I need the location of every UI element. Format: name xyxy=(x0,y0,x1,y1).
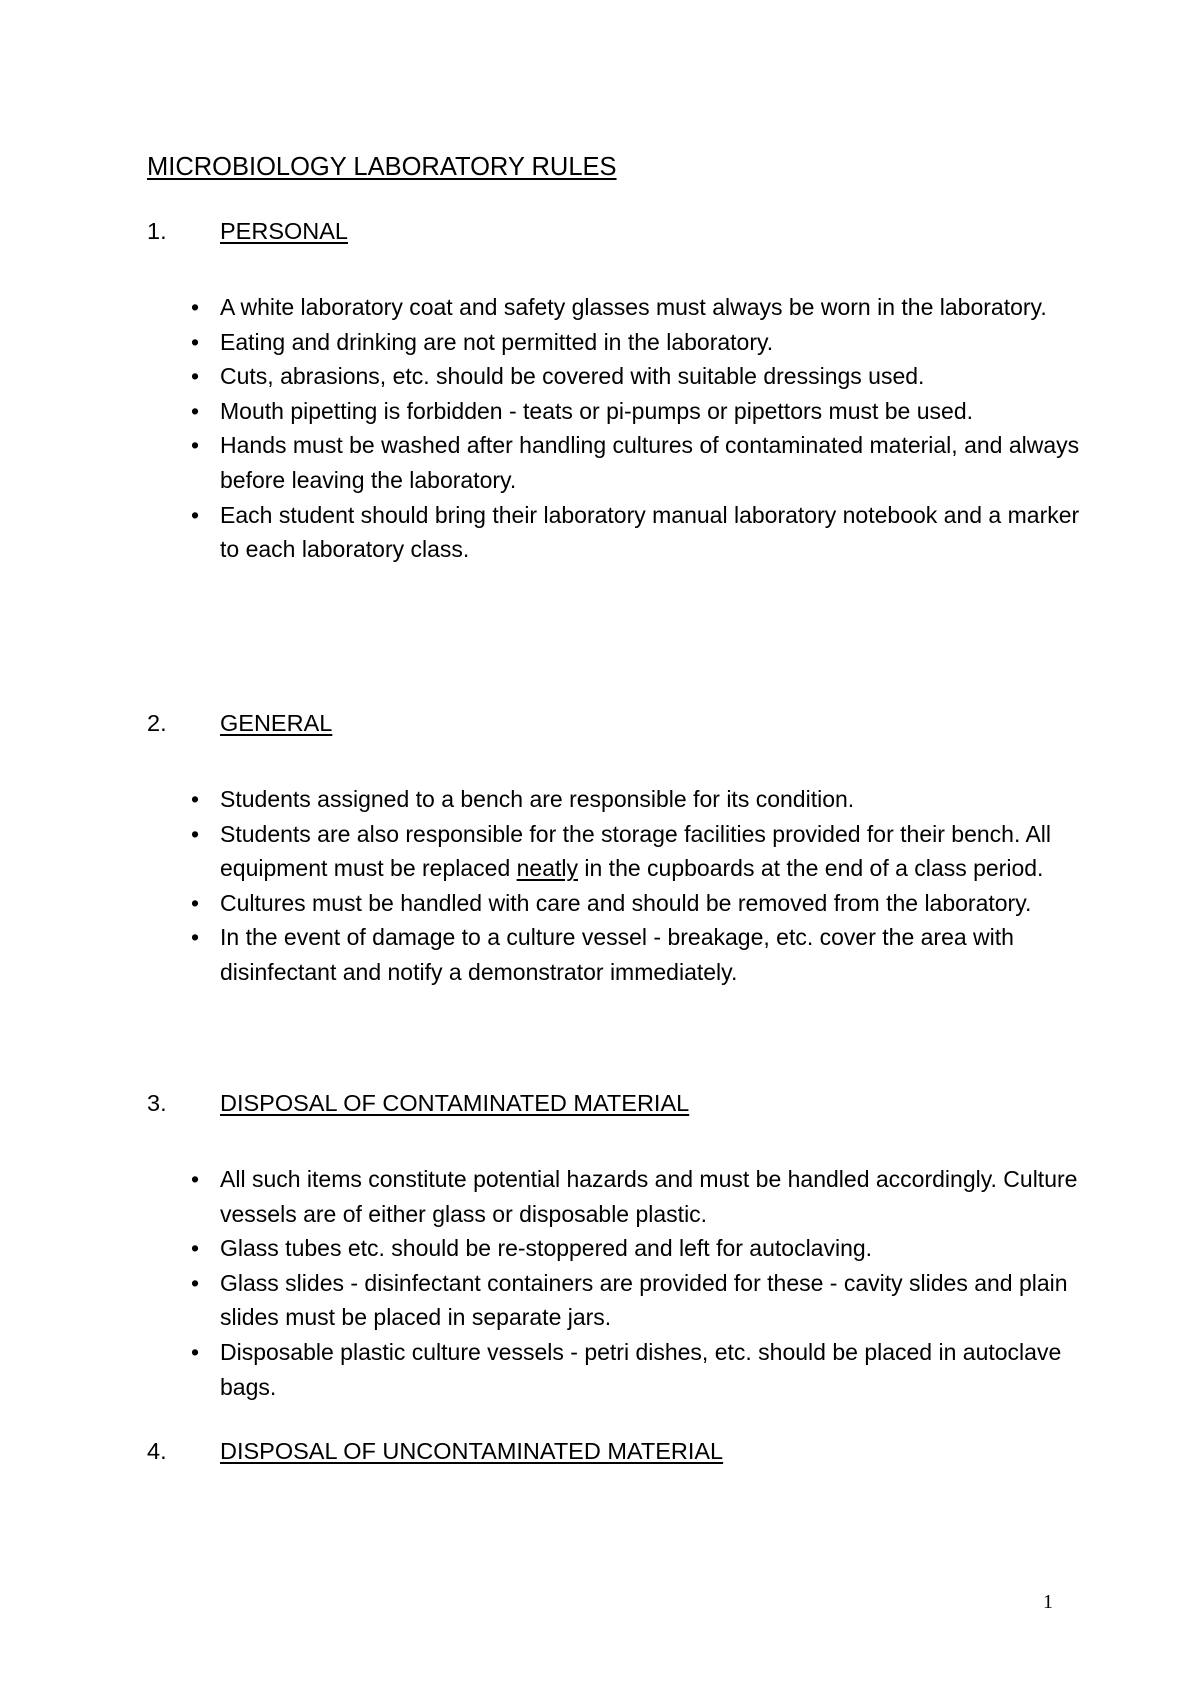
list-item-text: Hands must be washed after handling cultures of contaminated material, and always before leaving the laboratory. xyxy=(220,432,1080,493)
section-number: 4. xyxy=(147,1438,167,1464)
emphasized-word: neatly xyxy=(516,855,578,882)
bullet-icon: • xyxy=(190,1269,200,1296)
list-item-text: Cuts, abrasions, etc. should be covered with suitable dressings used. xyxy=(220,363,925,390)
page-title: MICROBIOLOGY LABORATORY RULES xyxy=(147,153,617,181)
list-item-text: Each student should bring their laboratory manual laboratory notebook and a marker to each laboratory class. xyxy=(220,501,1080,563)
bullet-icon: • xyxy=(190,294,200,320)
bullet-icon: • xyxy=(190,432,200,459)
list-item-text: Glass tubes etc. should be re-stoppered and left for autoclaving. xyxy=(220,1235,873,1262)
bullet-list-personal xyxy=(0,290,1200,567)
list-item-text: Students assigned to a bench are responsible for its condition. xyxy=(220,786,855,812)
section-number: 1. xyxy=(147,218,167,244)
list-item-text: Glass slides - disinfectant containers are provided for these - cavity slides and plain slides must be placed in separate jars. xyxy=(220,1269,1068,1331)
list-item xyxy=(0,782,1090,817)
bullet-icon: • xyxy=(190,820,200,847)
list-item xyxy=(0,498,1090,567)
bullet-list-contaminated xyxy=(0,1162,1200,1404)
bullet-icon: • xyxy=(190,1235,200,1262)
list-item-text xyxy=(220,821,1051,882)
section-number: 3. xyxy=(147,1090,167,1116)
list-item-text: Cultures must be handled with care and should be removed from the laboratory. xyxy=(220,889,1032,916)
list-item xyxy=(0,394,1090,429)
list-item xyxy=(0,428,1090,497)
page-number: 1 xyxy=(1043,1591,1053,1613)
list-item xyxy=(0,359,1090,394)
bullet-icon: • xyxy=(190,889,200,916)
bullet-icon: • xyxy=(190,1338,200,1365)
list-item xyxy=(0,817,1090,886)
list-item-text: All such items constitute potential hazards and must be handled accordingly. Culture vessels are of either glass or disposable plastic. xyxy=(220,1166,1078,1227)
bullet-icon: • xyxy=(190,397,200,424)
section-title: DISPOSAL OF CONTAMINATED MATERIAL xyxy=(220,1090,690,1116)
list-item-text: Disposable plastic culture vessels - petri dishes, etc. should be placed in autoclave bags. xyxy=(220,1338,1062,1400)
bullet-icon: • xyxy=(190,924,200,951)
list-item-text: In the event of damage to a culture vessel - breakage, etc. cover the area with disinfectant and notify a demonstrator immediately. xyxy=(220,924,1014,985)
list-item xyxy=(0,1335,1090,1404)
bullet-icon: • xyxy=(190,1166,200,1192)
list-item-text-part: in the cupboards at the end of a class period. xyxy=(578,855,1044,882)
list-item xyxy=(0,1231,1090,1266)
section-title: GENERAL xyxy=(220,710,333,736)
list-item xyxy=(0,1162,1090,1231)
bullet-icon: • xyxy=(190,328,200,355)
list-item-text-part: Students are also responsible for the storage facilities provided for their bench. All equipment must be replaced xyxy=(220,820,1052,882)
bullet-icon: • xyxy=(190,501,200,528)
list-item xyxy=(0,886,1090,921)
list-item-text: Mouth pipetting is forbidden - teats or pi-pumps or pipettors must be used. xyxy=(220,397,974,424)
bullet-list-general xyxy=(0,782,1200,990)
section-title: PERSONAL xyxy=(220,218,348,244)
list-item xyxy=(0,1266,1090,1335)
list-item xyxy=(0,920,1090,989)
bullet-icon: • xyxy=(190,786,200,812)
bullet-icon: • xyxy=(190,363,200,390)
list-item xyxy=(0,325,1090,360)
section-number: 2. xyxy=(147,710,167,736)
list-item-text: A white laboratory coat and safety glasses must always be worn in the laboratory. xyxy=(220,294,1047,320)
list-item xyxy=(0,290,1090,325)
list-item-text: Eating and drinking are not permitted in the laboratory. xyxy=(220,328,774,355)
section-title: DISPOSAL OF UNCONTAMINATED MATERIAL xyxy=(220,1438,724,1464)
